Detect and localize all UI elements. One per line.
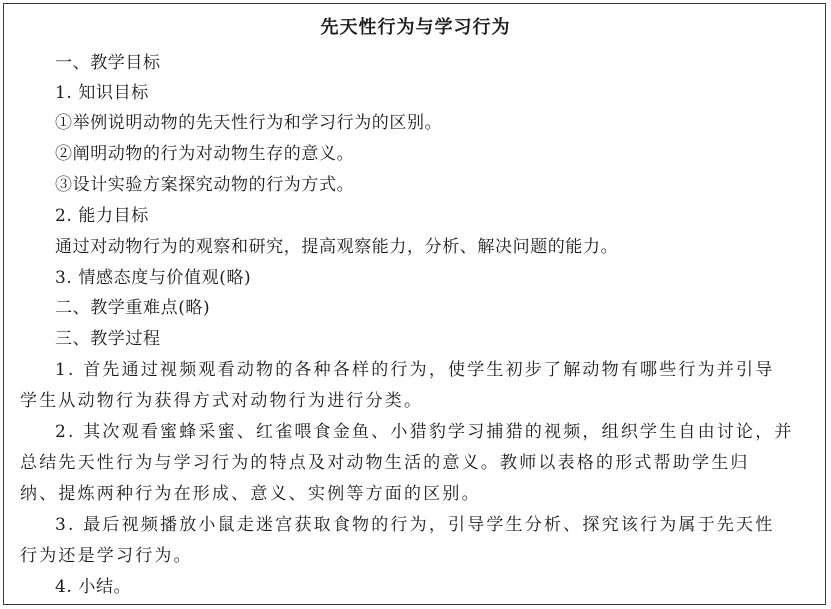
- process-3-line2: 行为还是学习行为。: [20, 546, 193, 566]
- emotion-heading: 3. 情感态度与价值观(略): [55, 268, 252, 288]
- process-heading: 三、教学过程: [55, 329, 161, 349]
- process-3-line1: 3. 最后视频播放小鼠走迷宫获取食物的行为，引导学生分析、探究该行为属于先天性: [55, 515, 775, 535]
- knowledge-item-2: ②阐明动物的行为对动物生存的意义。: [55, 144, 355, 164]
- knowledge-item-3: ③设计实验方案探究动物的行为方式。: [55, 175, 355, 195]
- process-2-line1: 2. 其次观看蜜蜂采蜜、红雀喂食金鱼、小猎豹学习捕猎的视频，组织学生自由讨论，并: [55, 422, 794, 442]
- process-1-line2: 学生从动物行为获得方式对动物行为进行分类。: [20, 391, 424, 411]
- key-points-heading: 二、教学重难点(略): [55, 298, 211, 318]
- process-2-line3: 纳、提炼两种行为在形成、意义、实例等方面的区别。: [20, 484, 481, 504]
- knowledge-item-1: ①举例说明动物的先天性行为和学习行为的区别。: [55, 113, 443, 133]
- knowledge-heading: 1. 知识目标: [55, 83, 149, 103]
- process-4: 4. 小结。: [55, 577, 132, 597]
- ability-text: 通过对动物行为的观察和研究，提高观察能力，分析、解决问题的能力。: [55, 237, 619, 257]
- process-1-line1: 1. 首先通过视频观看动物的各种各样的行为，使学生初步了解动物有哪些行为并引导: [55, 360, 775, 380]
- ability-heading: 2. 能力目标: [55, 206, 149, 226]
- document-title: 先天性行为与学习行为: [320, 17, 511, 38]
- objectives-heading: 一、教学目标: [55, 53, 161, 73]
- process-2-line2: 总结先天性行为与学习行为的特点及对动物生活的意义。教师以表格的形式帮助学生归: [20, 453, 750, 473]
